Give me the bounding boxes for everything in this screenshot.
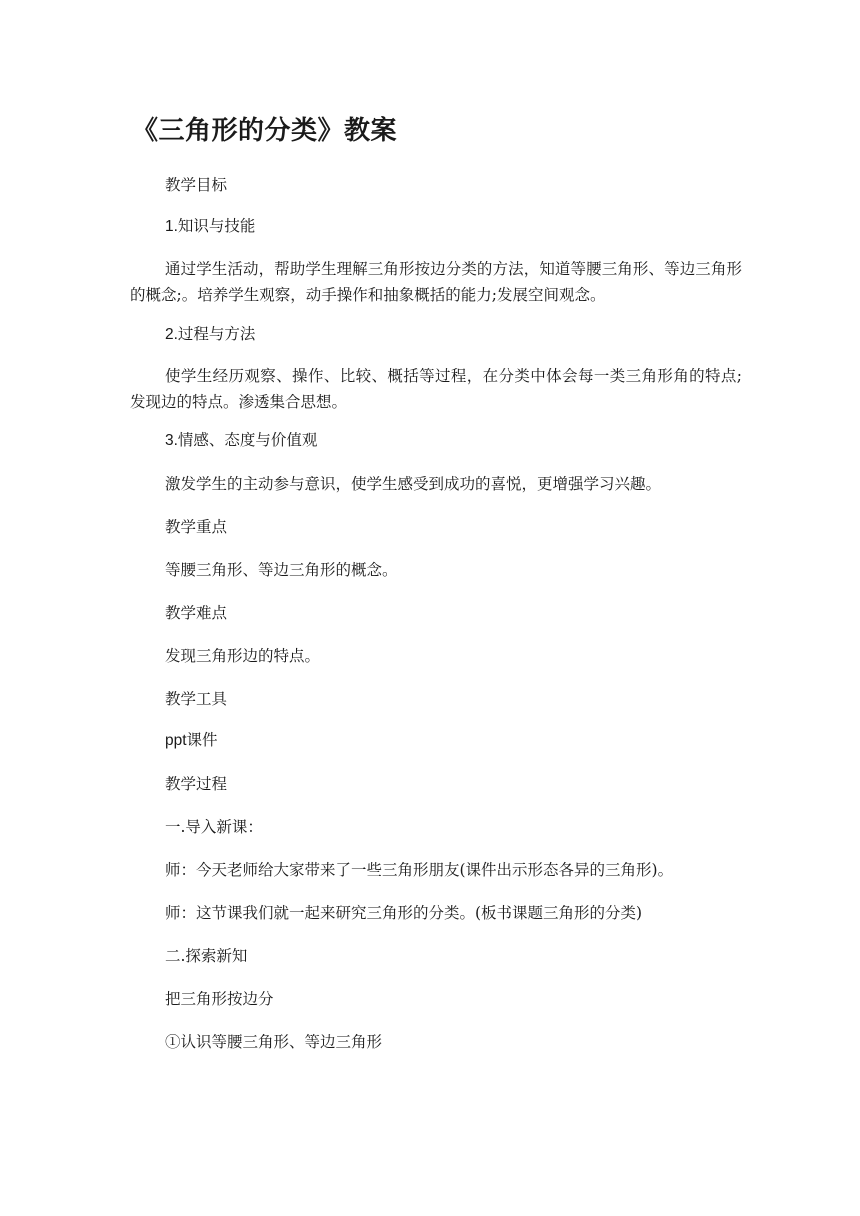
section-heading-difficulties: 教学难点 — [165, 604, 228, 622]
section-heading-teaching-goals: 教学目标 — [165, 176, 228, 194]
subheading-knowledge-skills: 1.知识与技能 — [165, 218, 256, 235]
paragraph-key-points: 等腰三角形、等边三角形的概念。 — [165, 561, 398, 579]
document-title: 《三角形的分类》教案 — [132, 116, 398, 146]
subheading-process-method: 2.过程与方法 — [165, 326, 256, 343]
paragraph-classify-by-sides: 把三角形按边分 — [165, 990, 274, 1008]
section-heading-key-points: 教学重点 — [165, 518, 228, 536]
paragraph-process-method: 使学生经历观察、操作、比较、概括等过程，在分类中体会每一类三角形角的特点;发现边的特点。渗透集合思想。 — [130, 367, 742, 411]
subheading-explore: 二.探索新知 — [165, 947, 248, 965]
section-heading-teaching-process: 教学过程 — [165, 775, 228, 793]
subheading-emotion-values: 3.情感、态度与价值观 — [165, 432, 318, 449]
paragraph-isosceles-equilateral: ①认识等腰三角形、等边三角形 — [165, 1033, 383, 1051]
paragraph-difficulties: 发现三角形边的特点。 — [165, 647, 321, 665]
paragraph-teacher-line-1: 师：今天老师给大家带来了一些三角形朋友(课件出示形态各异的三角形)。 — [165, 861, 674, 879]
paragraph-emotion-values: 激发学生的主动参与意识，使学生感受到成功的喜悦，更增强学习兴趣。 — [165, 475, 662, 493]
paragraph-teacher-line-2: 师：这节课我们就一起来研究三角形的分类。(板书课题三角形的分类) — [165, 904, 643, 922]
subheading-introduction: 一.导入新课： — [165, 818, 263, 836]
paragraph-teaching-tools: ppt课件 — [165, 732, 218, 749]
section-heading-teaching-tools: 教学工具 — [165, 690, 228, 708]
paragraph-knowledge-skills: 通过学生活动，帮助学生理解三角形按边分类的方法，知道等腰三角形、等边三角形的概念;。培养学生观察，动手操作和抽象概括的能力;发展空间观念。 — [130, 260, 742, 304]
